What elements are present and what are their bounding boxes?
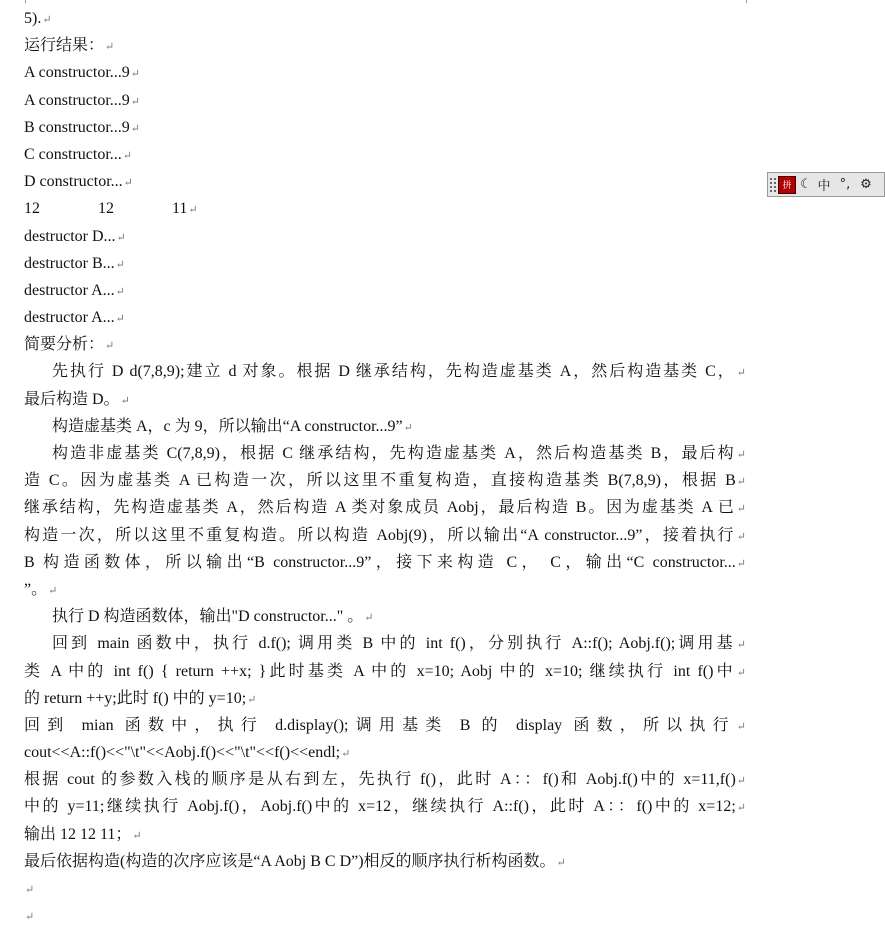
doc-line xyxy=(24,141,746,168)
doc-line xyxy=(24,793,746,820)
ime-settings-icon[interactable]: ⚙ xyxy=(860,177,872,192)
paragraph-mark-icon: ↵ xyxy=(123,177,133,190)
doc-line xyxy=(24,494,746,521)
paragraph-mark-icon: ↵ xyxy=(116,231,126,244)
line-text: B constructor...9 xyxy=(24,118,130,136)
line-text: destructor B... xyxy=(24,254,115,272)
doc-line xyxy=(24,658,746,685)
doc-line xyxy=(24,223,746,250)
doc-line xyxy=(24,712,746,739)
doc-line xyxy=(24,467,746,494)
doc-line xyxy=(24,766,746,793)
ime-punct-label[interactable]: °, xyxy=(839,177,851,192)
doc-line xyxy=(24,576,746,603)
paragraph-mark-icon: ↵ xyxy=(341,748,351,761)
output-value: 11 xyxy=(172,200,188,218)
output-value: 12 xyxy=(24,200,40,218)
paragraph-mark-icon: ↵ xyxy=(132,829,142,842)
margin-mark-left xyxy=(25,0,26,3)
line-text: 执行 D 构造函数体，输出"D constructor..." 。 xyxy=(52,608,364,626)
doc-line xyxy=(24,386,746,413)
line-text: B 构造函数体，所以输出“B constructor...9”，接下来构造 C， C，输出“C constructor... xyxy=(24,553,736,571)
line-text: 输出 12 12 11； xyxy=(24,825,132,843)
line-text: 根据 cout 的参数入栈的顺序是从右到左，先执行 f()，此时 A：：f()和 Aobj.f()中的 x=11,f() xyxy=(24,771,736,789)
paragraph-mark-icon: ↵ xyxy=(42,14,52,26)
paragraph-mark-icon: ↵ xyxy=(115,313,125,326)
line-text: 回到 main 函数中，执行 d.f(); 调用类 B 中的 int f()，分别执行 A::f(); Aobj.f();调用基 xyxy=(52,635,736,653)
doc-line xyxy=(24,59,746,86)
line-text: destructor A... xyxy=(24,309,115,327)
line-text: 的 return ++y;此时 f() 中的 y=10; xyxy=(24,689,247,707)
paragraph-mark-icon: ↵ xyxy=(115,285,125,298)
ime-mode-label[interactable]: 中 xyxy=(817,179,831,194)
ime-toolbar[interactable] xyxy=(767,172,885,197)
paragraph-mark-icon: ↵ xyxy=(247,693,257,706)
line-text: 回到 mian 函数中，执行 d.display();调用基类 B 的 display 函数，所以执行 xyxy=(24,716,736,734)
paragraph-mark-icon: ↵ xyxy=(130,95,140,108)
ime-logo-icon[interactable]: 拼 xyxy=(778,176,796,194)
paragraph-mark-icon: ↵ xyxy=(736,367,746,380)
grip-icon[interactable] xyxy=(770,178,776,192)
doc-line xyxy=(24,87,746,114)
paragraph-mark-icon: ↵ xyxy=(736,503,746,516)
doc-line xyxy=(24,848,746,875)
doc-line xyxy=(24,440,746,467)
line-text: 构造虚基类 A，c 为 9，所以输出“A constructor...9” xyxy=(52,417,403,435)
line-text: 继承结构，先构造虚基类 A，然后构造 A 类对象成员 Aobj，最后构造 B。因为虚基类 A 已 xyxy=(24,499,736,517)
paragraph-mark-icon: ↵ xyxy=(25,911,35,924)
paragraph-mark-icon: ↵ xyxy=(105,41,115,54)
paragraph-mark-icon: ↵ xyxy=(736,476,746,489)
doc-line xyxy=(24,522,746,549)
paragraph-mark-icon: ↵ xyxy=(25,884,35,896)
doc-line xyxy=(24,549,746,576)
ime-moon-icon[interactable]: ☾ xyxy=(800,177,812,192)
paragraph-mark-icon: ↵ xyxy=(130,68,140,81)
doc-line xyxy=(24,304,746,331)
paragraph-mark-icon: ↵ xyxy=(736,802,746,815)
paragraph-mark-icon: ↵ xyxy=(736,775,746,788)
line-text: 构造非虚基类 C(7,8,9)，根据 C 继承结构，先构造虚基类 A，然后构造基类 B，最后构 xyxy=(52,445,736,462)
doc-line xyxy=(24,168,746,195)
paragraph-mark-icon: ↵ xyxy=(736,557,746,570)
doc-line xyxy=(24,331,746,358)
doc-line xyxy=(24,114,746,141)
doc-line xyxy=(24,277,746,304)
line-text: destructor A... xyxy=(24,281,115,299)
document-body[interactable] xyxy=(24,5,746,929)
line-text: A constructor...9 xyxy=(24,64,130,82)
paragraph-mark-icon: ↵ xyxy=(736,666,746,679)
line-text: 类 A 中的 int f() { return ++x; }此时基类 A 中的 x=10; Aobj 中的 x=10; 继续执行 int f()中 xyxy=(24,662,736,680)
line-text: destructor D... xyxy=(24,227,116,245)
line-text: cout<<A::f()<<"\t"<<Aobj.f()<<"\t"<<f()<<endl; xyxy=(24,744,341,762)
paragraph-mark-icon: ↵ xyxy=(105,340,115,353)
line-text: 5). xyxy=(24,10,42,27)
paragraph-mark-icon: ↵ xyxy=(130,122,140,135)
margin-mark-right xyxy=(746,0,747,3)
line-text: 简要分析： xyxy=(24,336,105,354)
paragraph-mark-icon: ↵ xyxy=(736,639,746,652)
line-text: D constructor... xyxy=(24,173,123,191)
line-text: ”。 xyxy=(24,580,48,598)
doc-line xyxy=(24,5,746,32)
doc-line xyxy=(24,32,746,59)
paragraph-mark-icon: ↵ xyxy=(736,530,746,543)
paragraph-mark-icon: ↵ xyxy=(556,856,566,869)
line-text: 造 C。因为虚基类 A 已构造一次，所以这里不重复构造，直接构造基类 B(7,8,9)，根据 B xyxy=(24,472,736,490)
paragraph-mark-icon: ↵ xyxy=(736,449,746,461)
paragraph-mark-icon: ↵ xyxy=(115,258,125,271)
doc-line xyxy=(24,902,746,929)
paragraph-mark-icon: ↵ xyxy=(736,720,746,733)
doc-line xyxy=(24,195,746,222)
line-text: 运行结果： xyxy=(24,37,105,55)
output-value: 12 xyxy=(98,200,114,218)
line-text: A constructor...9 xyxy=(24,91,130,109)
paragraph-mark-icon: ↵ xyxy=(48,584,58,597)
doc-line xyxy=(24,603,746,630)
doc-line xyxy=(24,413,746,440)
doc-line xyxy=(24,358,746,385)
line-text: 最后依据构造(构造的次序应该是“A Aobj B C D”)相反的顺序执行析构函数。 xyxy=(24,852,556,870)
paragraph-mark-icon: ↵ xyxy=(120,394,130,407)
paragraph-mark-icon: ↵ xyxy=(403,421,413,434)
doc-line xyxy=(24,739,746,766)
line-text: C constructor... xyxy=(24,145,122,163)
line-text: 构造一次，所以这里不重复构造。所以构造 Aobj(9)，所以输出“A constructor...9”，接着执行 xyxy=(24,526,736,544)
doc-line xyxy=(24,821,746,848)
doc-line xyxy=(24,630,746,657)
line-text: 最后构造 D。 xyxy=(24,390,120,408)
paragraph-mark-icon: ↵ xyxy=(188,204,198,217)
paragraph-mark-icon: ↵ xyxy=(364,612,374,625)
paragraph-mark-icon: ↵ xyxy=(122,149,132,162)
line-text: 中的 y=11;继续执行 Aobj.f()，Aobj.f()中的 x=12，继续执行 A::f()，此时 A：：f()中的 x=12; xyxy=(24,798,736,816)
doc-line xyxy=(24,875,746,902)
line-text: 先执行 D d(7,8,9);建立 d 对象。根据 D 继承结构，先构造虚基类 A，然后构造基类 C， xyxy=(52,363,736,381)
doc-line xyxy=(24,685,746,712)
doc-line xyxy=(24,250,746,277)
